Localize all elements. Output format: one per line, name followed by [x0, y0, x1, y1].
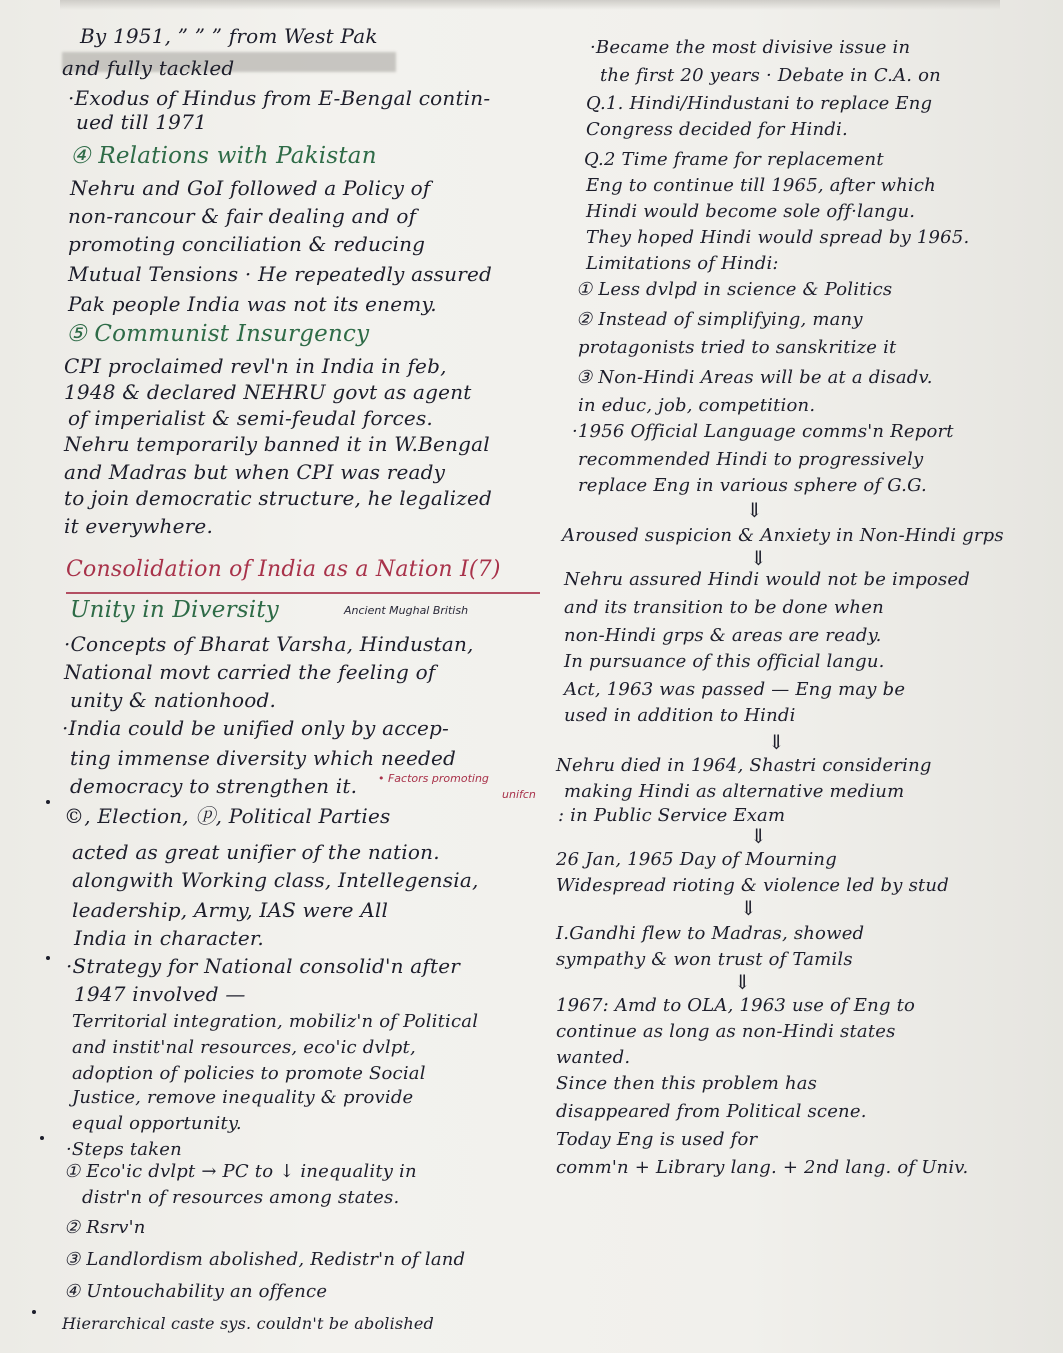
- line-by-1951: By 1951, ” ” ” from West Pak: [80, 24, 378, 48]
- line-unity-10: leadership, Army, IAS were All: [72, 898, 389, 922]
- line-strategy-5: adoption of policies to promote Social: [72, 1063, 426, 1084]
- line-unity-3: unity & nationhood.: [70, 688, 277, 712]
- line-relations-2: non-rancour & fair dealing and of: [68, 204, 417, 228]
- line-communist-3: of imperialist & semi-feudal forces.: [68, 406, 433, 430]
- line-strategy-1: ·Strategy for National consolid'n after: [66, 954, 461, 978]
- margin-dot: [40, 1136, 44, 1140]
- heading-relations-pakistan: ④ Relations with Pakistan: [70, 143, 377, 169]
- down-arrow-icon: ⇓: [750, 546, 767, 570]
- line-r36: disappeared from Political scene.: [556, 1101, 867, 1122]
- margin-dot: [46, 956, 50, 960]
- line-r7: Hindi would become sole off·langu.: [586, 201, 916, 222]
- note-ancient-mughal-british: Ancient Mughal British: [344, 604, 469, 617]
- line-r19: Nehru assured Hindi would not be imposed: [564, 569, 970, 590]
- line-r25: Nehru died in 1964, Shastri considering: [556, 755, 932, 776]
- line-r24: used in addition to Hindi: [564, 705, 796, 726]
- line-r34: wanted.: [556, 1047, 631, 1068]
- line-communist-2: 1948 & declared NEHRU govt as agent: [64, 380, 472, 404]
- line-r22: In pursuance of this official langu.: [564, 651, 885, 672]
- line-steps-taken: ·Steps taken: [66, 1139, 182, 1160]
- line-strategy-7: equal opportunity.: [72, 1113, 242, 1134]
- line-r16: recommended Hindi to progressively: [578, 449, 924, 470]
- line-relations-4: Mutual Tensions · He repeatedly assured: [68, 262, 493, 286]
- line-step-3: ③ Landlordism abolished, Redistr'n of land: [64, 1249, 466, 1270]
- margin-dot: [32, 1310, 36, 1314]
- line-fully-tackled: and fully tackled: [62, 56, 235, 80]
- line-r30: I.Gandhi flew to Madras, showed: [556, 923, 865, 944]
- line-r20: and its transition to be done when: [564, 597, 884, 618]
- line-unity-5: ting immense diversity which needed: [70, 746, 457, 770]
- line-r35: Since then this problem has: [556, 1073, 818, 1094]
- line-r29: Widespread rioting & violence led by stud: [556, 875, 949, 896]
- margin-dot: [46, 800, 50, 804]
- heading-consolidation: Consolidation of India as a Nation I(7): [66, 557, 501, 582]
- line-r6: Eng to continue till 1965, after which: [586, 175, 936, 196]
- note-factors-promoting: • Factors promoting: [378, 772, 489, 785]
- page-top-shadow: [60, 0, 1000, 10]
- line-strategy-3: Territorial integration, mobiliz'n of Political: [72, 1011, 479, 1032]
- line-relations-5: Pak people India was not its enemy.: [68, 292, 437, 316]
- line-communist-6: to join democratic structure, he legalized: [64, 486, 493, 510]
- line-r11: ② Instead of simplifying, many: [576, 309, 863, 330]
- line-step-1b: distr'n of resources among states.: [82, 1187, 400, 1208]
- line-communist-5: and Madras but when CPI was ready: [64, 460, 446, 484]
- line-r23: Act, 1963 was passed — Eng may be: [564, 679, 906, 700]
- line-relations-3: promoting conciliation & reducing: [68, 232, 426, 256]
- line-communist-1: CPI proclaimed revl'n in India in feb,: [64, 354, 447, 378]
- line-r12: protagonists tried to sanskritize it: [578, 337, 897, 358]
- down-arrow-icon: ⇓: [734, 970, 751, 994]
- line-r33: continue as long as non-Hindi states: [556, 1021, 896, 1042]
- line-r32: 1967: Amd to OLA, 1963 use of Eng to: [556, 995, 916, 1016]
- line-r5: Q.2 Time frame for replacement: [584, 149, 884, 170]
- line-unity-6: democracy to strengthen it.: [70, 774, 358, 798]
- line-r14: in educ, job, competition.: [578, 395, 816, 416]
- line-unity-11: India in character.: [74, 926, 264, 950]
- line-r15: ·1956 Official Language comms'n Report: [572, 421, 954, 442]
- line-strategy-2: 1947 involved —: [74, 982, 246, 1006]
- line-unity-1: ·Concepts of Bharat Varsha, Hindustan,: [64, 632, 474, 656]
- heading-communist-insurgency: ⑤ Communist Insurgency: [66, 321, 370, 347]
- line-r18: Aroused suspicion & Anxiety in Non-Hindi grps: [562, 525, 1004, 546]
- line-r27: : in Public Service Exam: [558, 805, 786, 826]
- line-strategy-4: and instit'nal resources, eco'ic dvlpt,: [72, 1037, 416, 1058]
- line-unity-8: acted as great unifier of the nation.: [72, 840, 440, 864]
- down-arrow-icon: ⇓: [746, 498, 763, 522]
- line-r8: They hoped Hindi would spread by 1965.: [586, 227, 970, 248]
- line-communist-4: Nehru temporarily banned it in W.Bengal: [64, 432, 490, 456]
- line-r26: making Hindi as alternative medium: [564, 781, 905, 802]
- line-r10: ① Less dvlpd in science & Politics: [576, 279, 893, 300]
- line-r2: the first 20 years · Debate in C.A. on: [600, 65, 941, 86]
- line-r37: Today Eng is used for: [556, 1129, 758, 1150]
- line-r13: ③ Non-Hindi Areas will be at a disadv.: [576, 367, 933, 388]
- line-r31: sympathy & won trust of Tamils: [556, 949, 853, 970]
- line-r9: Limitations of Hindi:: [586, 253, 779, 274]
- line-r21: non-Hindi grps & areas are ready.: [564, 625, 882, 646]
- heading-underline: [66, 592, 540, 594]
- line-relations-1: Nehru and GoI followed a Policy of: [70, 176, 431, 200]
- line-step-4: ④ Untouchability an offence: [64, 1281, 328, 1302]
- line-unity-7: ©, Election, ⓟ, Political Parties: [64, 804, 391, 828]
- line-r4: Congress decided for Hindi.: [586, 119, 848, 140]
- line-unity-9: alongwith Working class, Intellegensia,: [72, 868, 479, 892]
- line-r3: Q.1. Hindi/Hindustani to replace Eng: [586, 93, 933, 114]
- line-r1: ·Became the most divisive issue in: [590, 37, 911, 58]
- line-communist-7: it everywhere.: [64, 514, 214, 538]
- line-strategy-6: Justice, remove inequality & provide: [72, 1087, 414, 1108]
- line-unity-2: National movt carried the feeling of: [64, 660, 436, 684]
- note-unifcn: unifcn: [502, 788, 536, 801]
- heading-unity-diversity: Unity in Diversity: [70, 597, 279, 623]
- down-arrow-icon: ⇓: [768, 730, 785, 754]
- down-arrow-icon: ⇓: [750, 824, 767, 848]
- line-step-2: ② Rsrv'n: [64, 1217, 146, 1238]
- line-exodus: ·Exodus of Hindus from E-Bengal contin-: [68, 86, 491, 110]
- line-r28: 26 Jan, 1965 Day of Mourning: [556, 849, 837, 870]
- line-step-1: ① Eco'ic dvlpt → PC to ↓ inequality in: [64, 1161, 417, 1182]
- line-r17: replace Eng in various sphere of G.G.: [578, 475, 927, 496]
- line-step-5: Hierarchical caste sys. couldn't be abolished: [62, 1314, 434, 1333]
- line-unity-4: ·India could be unified only by accep-: [62, 716, 450, 740]
- down-arrow-icon: ⇓: [740, 896, 757, 920]
- line-until-1971: ued till 1971: [76, 110, 207, 134]
- line-r38: comm'n + Library lang. + 2nd lang. of Univ.: [556, 1157, 969, 1178]
